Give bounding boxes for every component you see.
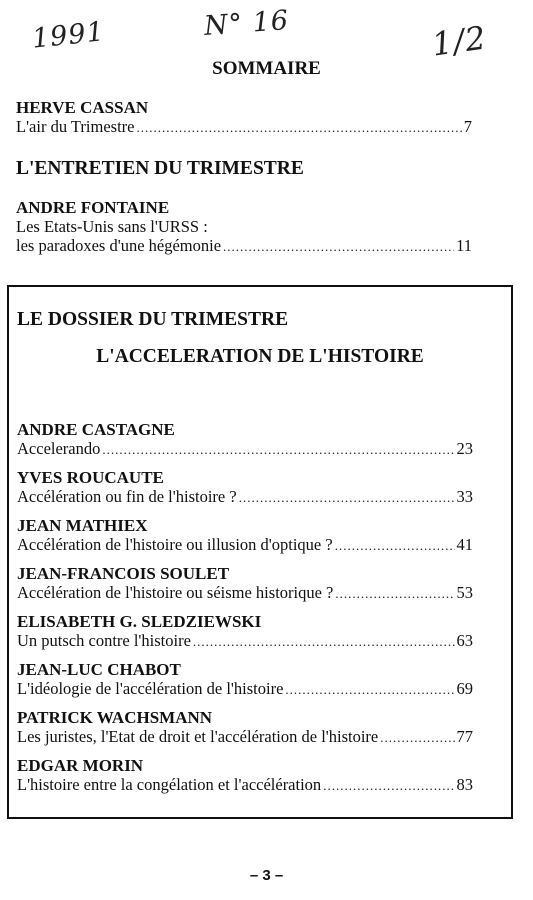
toc-entry <box>17 708 473 747</box>
leader-dots <box>335 584 454 603</box>
toc-author: PATRICK WACHSMANN <box>17 708 213 727</box>
leader-dots <box>102 440 454 459</box>
toc-title: Accélération de l'histoire ou illusion d'optique ? <box>17 535 333 554</box>
toc-entry-cassan <box>16 98 472 137</box>
leader-dots <box>223 237 454 256</box>
leader-dots <box>335 536 455 555</box>
leader-dots <box>323 776 454 795</box>
toc-line <box>17 487 473 507</box>
toc-title: Les juristes, l'Etat de droit et l'accélération de l'histoire <box>17 727 379 746</box>
toc-title: Accélération de l'histoire ou séisme historique ? <box>17 583 334 602</box>
toc-title: L'air du Trimestre <box>16 117 135 136</box>
toc-author: JEAN-LUC CHABOT <box>17 660 181 679</box>
toc-line <box>17 727 473 747</box>
toc-page: 83 <box>456 775 473 794</box>
toc-author: JEAN MATHIEX <box>17 516 148 535</box>
toc-line <box>17 583 473 603</box>
section-heading-entretien: L'ENTRETIEN DU TRIMESTRE <box>16 158 304 179</box>
toc-entry-fontaine <box>16 198 472 256</box>
toc-author: EDGAR MORIN <box>17 756 144 775</box>
leader-dots <box>239 488 455 507</box>
toc-title: L'histoire entre la congélation et l'accélération <box>17 775 322 794</box>
dossier-box <box>7 285 513 819</box>
toc-entry <box>17 468 473 507</box>
toc-entry <box>17 660 473 699</box>
toc-title-line1: Les Etats-Unis sans l'URSS : <box>16 217 208 236</box>
toc-page: 7 <box>463 117 472 136</box>
toc-title: Un putsch contre l'histoire <box>17 631 191 650</box>
leader-dots <box>193 632 455 651</box>
toc-page: 77 <box>456 727 473 746</box>
toc-page: 53 <box>456 583 473 602</box>
toc-entry <box>17 420 473 459</box>
toc-author: ELISABETH G. SLEDZIEWSKI <box>17 612 262 631</box>
toc-line <box>17 439 473 459</box>
toc-author: ANDRE CASTAGNE <box>17 420 175 439</box>
leader-dots <box>380 728 454 747</box>
toc-title: L'idéologie de l'accélération de l'histoire <box>17 679 284 698</box>
toc-title: Accélération ou fin de l'histoire ? <box>17 487 237 506</box>
leader-dots <box>285 680 454 699</box>
toc-line <box>17 631 473 651</box>
dossier-label: LE DOSSIER DU TRIMESTRE <box>17 309 289 330</box>
toc-entry <box>17 564 473 603</box>
toc-entry <box>17 612 473 651</box>
toc-author: YVES ROUCAUTE <box>17 468 164 487</box>
handwritten-issue-number: N° 16 <box>203 5 291 42</box>
page-title: SOMMAIRE <box>212 58 321 79</box>
toc-line <box>17 775 473 795</box>
handwritten-part: 1/2 <box>429 18 489 64</box>
toc-line <box>16 117 472 137</box>
handwritten-year: 1991 <box>30 16 107 55</box>
toc-entry <box>17 756 473 795</box>
toc-page: 23 <box>456 439 473 458</box>
toc-page: 63 <box>456 631 473 650</box>
toc-title-line2: les paradoxes d'une hégémonie <box>16 236 222 255</box>
toc-author: HERVE CASSAN <box>16 98 149 117</box>
toc-line <box>17 679 473 699</box>
page-number: – 3 – <box>249 867 284 884</box>
toc-page: 41 <box>456 535 473 554</box>
toc-line <box>17 535 473 555</box>
toc-title: Accelerando <box>17 439 101 458</box>
toc-page: 33 <box>456 487 473 506</box>
toc-page: 69 <box>456 679 473 698</box>
leader-dots <box>136 118 461 137</box>
dossier-entries <box>17 420 473 804</box>
toc-author: JEAN-FRANCOIS SOULET <box>17 564 230 583</box>
toc-author: ANDRE FONTAINE <box>16 198 170 217</box>
dossier-title: L'ACCELERATION DE L'HISTOIRE <box>96 346 424 367</box>
toc-entry <box>17 516 473 555</box>
toc-line <box>16 236 472 256</box>
toc-page: 11 <box>456 236 472 255</box>
